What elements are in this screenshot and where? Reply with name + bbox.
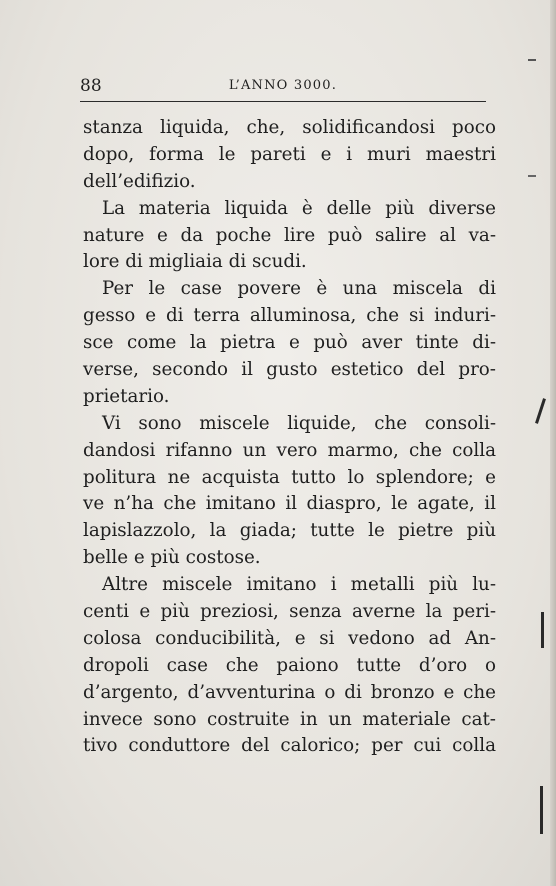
text-line: sce come la pietra e può aver tinte di- xyxy=(83,332,496,354)
margin-scan-mark xyxy=(528,175,536,177)
text-line: tivo conduttore del calorico; per cui colla xyxy=(83,735,496,757)
text-line: prietario. xyxy=(83,385,170,407)
header-rule xyxy=(80,101,486,102)
text-line: stanza liquida, che, solidificandosi poco xyxy=(83,117,496,138)
page-edge xyxy=(550,0,556,886)
text-line: ve n’ha che imitano il diaspro, le agate, il xyxy=(83,493,496,515)
page-header xyxy=(80,74,486,100)
text-line: La materia liquida è delle più diverse xyxy=(102,197,496,219)
text-line: dopo, forma le pareti e i muri maestri xyxy=(83,143,496,165)
body-text xyxy=(83,115,496,760)
text-line: dandosi rifanno un vero marmo, che colla xyxy=(83,439,496,461)
page-number: 88 xyxy=(80,76,102,96)
text-line: nature e da poche lire può salire al va- xyxy=(83,224,496,246)
text-line: colosa conducibilità, e si vedono ad An- xyxy=(83,627,496,649)
text-line: lore di migliaia di scudi. xyxy=(83,251,307,273)
margin-scan-mark xyxy=(528,59,536,61)
text-line: verse, secondo il gusto estetico del pro- xyxy=(83,359,496,381)
text-line: belle e più costose. xyxy=(83,547,261,569)
text-line: Altre miscele imitano i metalli più lu- xyxy=(102,574,496,596)
text-line: Vi sono miscele liquide, che consoli- xyxy=(102,412,496,434)
text-line: d’argento, d’avventurina o di bronzo e che xyxy=(83,681,496,703)
text-line: gesso e di terra alluminosa, che si induri- xyxy=(83,305,496,327)
text-line: lapislazzolo, la giada; tutte le pietre più xyxy=(83,520,496,542)
margin-scan-mark xyxy=(535,398,546,424)
text-line: dropoli case che paiono tutte d’oro o xyxy=(83,654,496,676)
text-line: politura ne acquista tutto lo splendore; e xyxy=(83,466,496,488)
text-line: centi e più preziosi, senza averne la peri- xyxy=(83,601,496,623)
running-title: L’ANNO 3000. xyxy=(228,78,338,93)
margin-scan-mark xyxy=(541,612,544,648)
text-line: dell’edifizio. xyxy=(83,170,196,192)
text-line: invece sono costruite in un materiale cat- xyxy=(83,708,496,730)
text-line: Per le case povere è una miscela di xyxy=(102,278,496,300)
margin-scan-mark xyxy=(540,786,543,834)
